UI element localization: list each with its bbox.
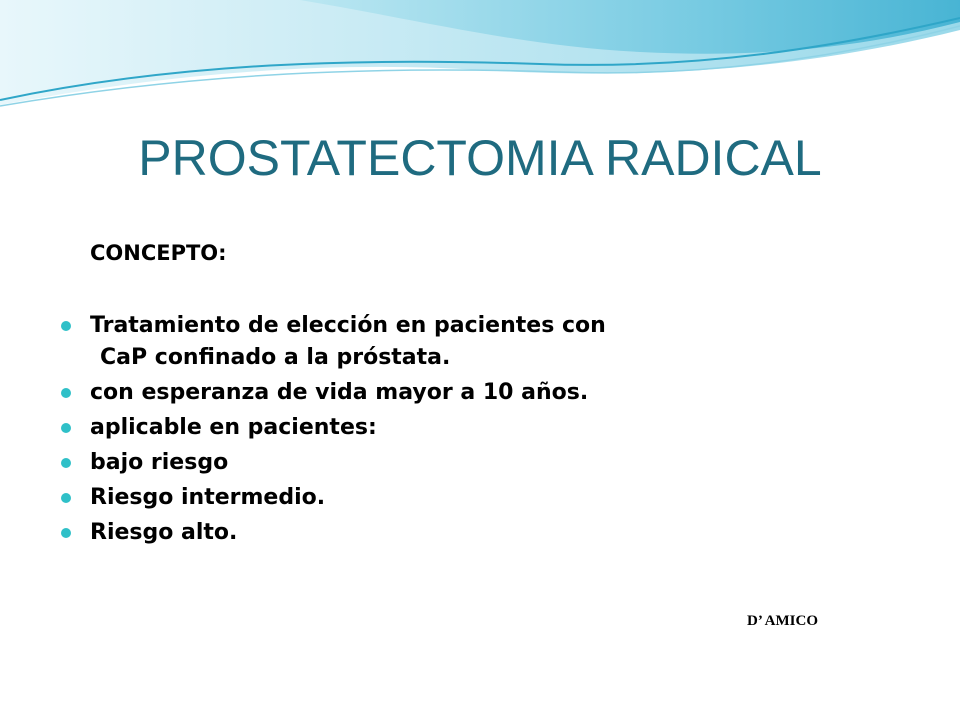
author-citation: D’ AMICO [747, 613, 818, 629]
filled-circle-bullet-icon [61, 458, 71, 468]
filled-circle-bullet-icon [61, 388, 71, 398]
concept-heading: CONCEPTO: [90, 241, 227, 265]
bullet-item [61, 375, 606, 410]
bullet-item [61, 410, 606, 445]
bullet-text: bajo riesgo [90, 450, 229, 475]
bullet-text-continuation: CaP confinado a la próstata. [100, 345, 451, 370]
bullet-item [61, 445, 606, 480]
bullet-text: Tratamiento de elección en pacientes con [90, 313, 606, 338]
bullet-text: aplicable en pacientes: [90, 415, 377, 440]
slide-title: PROSTATECTOMIA RADICAL [138, 130, 822, 186]
bullet-text: con esperanza de vida mayor a 10 años. [90, 380, 589, 405]
bullet-item [61, 515, 606, 550]
header-wave-decoration [0, 0, 960, 120]
bullet-text: Riesgo alto. [90, 520, 238, 545]
filled-circle-bullet-icon [61, 423, 71, 433]
filled-circle-bullet-icon [61, 493, 71, 503]
bullet-list [61, 308, 606, 550]
filled-circle-bullet-icon [61, 528, 71, 538]
filled-circle-bullet-icon [61, 321, 71, 331]
bullet-item [61, 308, 606, 375]
bullet-item [61, 480, 606, 515]
bullet-text: Riesgo intermedio. [90, 485, 326, 510]
